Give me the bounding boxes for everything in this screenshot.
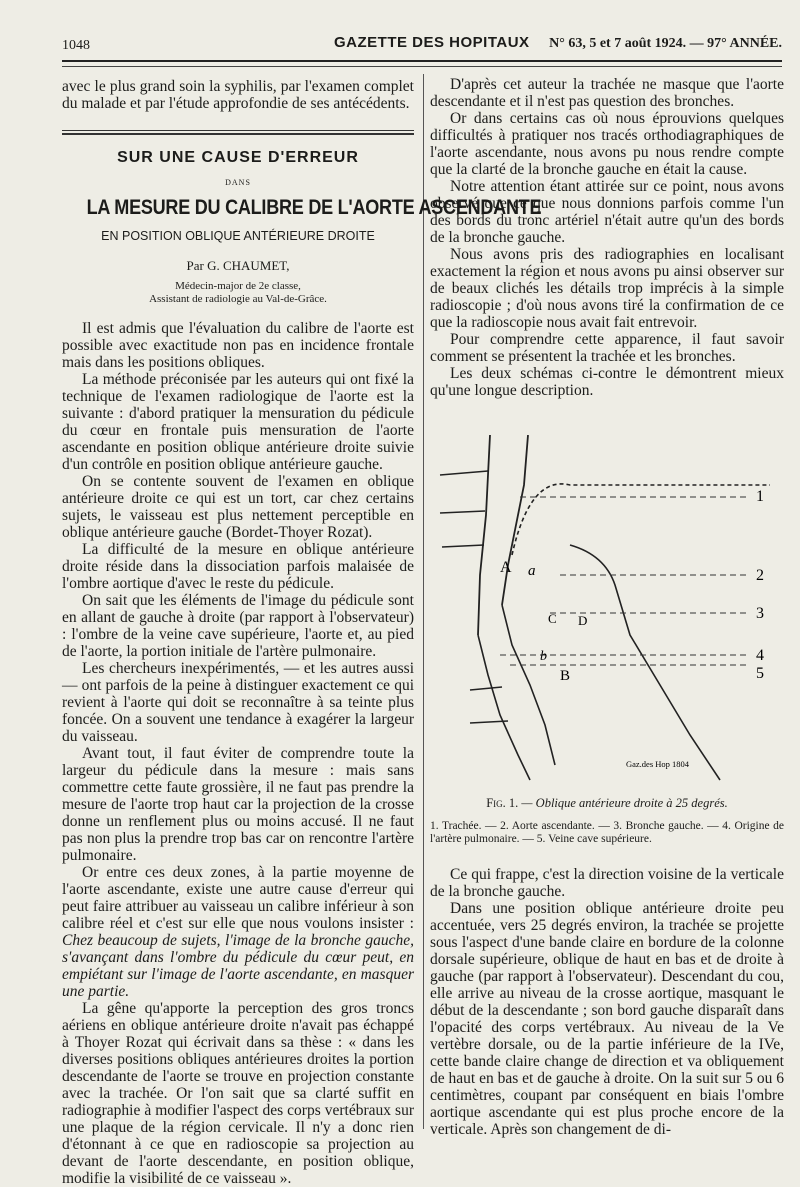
- article-rule: [62, 130, 414, 131]
- label-D: D: [578, 613, 588, 628]
- affiliation-line-2: Assistant de radiologie au Val-de-Grâce.: [149, 293, 327, 305]
- article-rule-thick: [62, 133, 414, 135]
- number-4: 4: [756, 647, 764, 664]
- figure-caption: [430, 795, 784, 812]
- number-3: 3: [756, 605, 764, 622]
- bronchus-inner-edge: [478, 635, 530, 780]
- figure-1: [430, 435, 784, 785]
- paragraph: La méthode préconisée par les auteurs qui ont fixé la technique de l'examen radiologique de l'aorte est la suivante : d'abord pratiquer la mensuration du pédicule du cœur en frontale puis mensuration de l'aorte ascendante en position oblique antérieure droite suivie d'un contrôle en position oblique antérieure gauche.: [62, 371, 414, 473]
- page-header: [62, 34, 782, 58]
- paragraph: Avant tout, il faut éviter de comprendre toute la largeur du pédicule dans la mesure : mais sans commettre cette faute grossière, il ne faut pas prendre la mesure de l'aorte trop haut car la projection de la crosse donne un renflement plus ou moins accusé. Il ne faut pas non plus la prendre trop bas car on rencontre l'artère pulmonaire.: [62, 745, 414, 864]
- paragraph: Dans une position oblique antérieure droite peu accentuée, vers 25 degrés environ, la trachée se projette sous l'aspect d'une bande claire en bordure de la colonne dorsale supérieure, oblique de haut en bas et de droite à gauche (par rapport à l'observateur). Descendant du cou, elle arrive au niveau de la crosse aortique, masquant le début de la descendante ; son bord gauche disparaît dans l'opacité des corps vertébraux. Au niveau de la Ve vertèbre dorsale, ou de la partie inférieure de la IVe, cette bande claire change de direction et va obliquement de haut en bas et de gauche à droite. On la suit sur 5 ou 6 centimètres, coupant par conséquent en biais l'ombre aortique ascendante qui est plus proche encore de la verticale. Après son changement de di-: [430, 900, 784, 1138]
- affiliation-line-1: Médecin-major de 2e classe,: [175, 280, 301, 292]
- figure-number: Fig. 1.: [486, 796, 519, 810]
- paragraph: [62, 864, 414, 1000]
- column-divider: [423, 74, 424, 1129]
- label-A: A: [500, 559, 512, 576]
- label-B: B: [560, 668, 571, 684]
- rib-line: [470, 721, 508, 723]
- article-affiliation: [62, 280, 414, 306]
- paragraph: Ce qui frappe, c'est la direction voisine de la verticale de la bronche gauche.: [430, 866, 784, 900]
- rib-line: [470, 687, 502, 690]
- engraver-signature: Gaz.des Hop 1804: [626, 759, 690, 769]
- trachea-right-edge: [502, 435, 528, 605]
- paragraph: La gêne qu'apporte la perception des gros troncs aériens en oblique antérieure droite n'avait pas échappé à Thoyer Rozat qui écrivait dans sa thèse : « dans les diverses positions obliques antérieures droites la portion descendante de l'aorte se trouve en projection constante avec la trachée. Or l'on sait que sa clarté suffit en radiographie à modifier l'aspect des corps vertébraux sur une plaque de la région cervicale. Il n'y a donc rien d'étonnant à ce que en radioscopie sa projection au devant de l'aorte descendante, en position oblique, modifie la visibilité de ce vaisseau ».: [62, 1000, 414, 1187]
- paragraph: Les chercheurs inexpérimentés, — et les autres aussi — ont parfois de la peine à distinguer exactement ce qui revient à l'aorte qui doit se reconnaître à sa teinte plus foncée. On a souvent une tendance à exagérer la largeur du vaisseau.: [62, 660, 414, 745]
- figure-caption-text: — Oblique antérieure droite à 25 degrés.: [521, 796, 728, 810]
- aorta-arch: [512, 484, 770, 555]
- article-subtitle: EN POSITION OBLIQUE ANTÉRIEURE DROITE: [101, 229, 375, 243]
- paragraph-text: Or entre ces deux zones, à la partie moyenne de l'aorte ascendante, existe une autre cause d'erreur qui peut faire attribuer au vaisseau un calibre inférieur à son calibre réel et c'est sur elle que nous voulons insister :: [62, 864, 414, 932]
- number-2: 2: [756, 567, 764, 584]
- figure-diagram: [430, 435, 784, 785]
- issue-info: N° 63, 5 et 7 août 1924. — 97° ANNÉE.: [549, 36, 782, 51]
- page-number: 1048: [62, 38, 90, 53]
- number-5: 5: [756, 665, 764, 682]
- paragraph: La difficulté de la mesure en oblique antérieure droite réside dans la dissociation parfois malaisée de l'ombre aortique d'avec le reste du pédicule.: [62, 541, 414, 592]
- paragraph: D'après cet auteur la trachée ne masque que l'aorte descendante et il n'est pas question des bronches.: [430, 76, 784, 110]
- paragraph-italic: Chez beaucoup de sujets, l'image de la bronche gauche, s'avançant dans l'ombre du pédicule du cœur peut, en empiétant sur l'image de l'aorte ascendante, en masquer une partie.: [62, 932, 414, 1000]
- paragraph: On se contente souvent de l'examen en oblique antérieure droite ce qui est un tort, car chez certains sujets, le vaisseau est plus nettement perceptible en oblique antérieure gauche (Bordet-Thoyer Rozat).: [62, 473, 414, 541]
- article-title: SUR UNE CAUSE D'ERREUR: [117, 149, 359, 166]
- bronchus-edge: [502, 605, 555, 765]
- journal-title: GAZETTE DES HOPITAUX: [334, 34, 530, 51]
- rib-line: [442, 545, 484, 547]
- intro-paragraph: avec le plus grand soin la syphilis, par l'examen complet du malade et par l'étude approfondie de ses antécédents.: [62, 78, 414, 112]
- paragraph: Il est admis que l'évaluation du calibre de l'aorte est possible avec exactitude non pas en incidence frontale mais dans les positions obliques.: [62, 320, 414, 371]
- paragraph: Notre attention étant attirée sur ce point, nous avons observé que ce que nous donnions parfois comme l'un des bords du tronc artériel n'était autre qu'un des bords de la bronche gauche.: [430, 178, 784, 246]
- article-title-dans: DANS: [225, 178, 251, 187]
- label-C: C: [548, 611, 557, 626]
- header-rule-thin: [62, 66, 782, 67]
- header-rule: [62, 60, 782, 62]
- rib-line: [440, 471, 488, 475]
- trachea-left-edge: [478, 435, 490, 635]
- label-a: a: [528, 563, 536, 579]
- right-column: [430, 76, 784, 1138]
- paragraph: Or dans certains cas où nous éprouvions quelques difficultés à pratiquer nos tracés orthodiagraphiques de l'aorte ascendante, nous avons pu nous rendre compte que la clarté de la bronche gauche en était la cause.: [430, 110, 784, 178]
- paragraph: Nous avons pris des radiographies en localisant exactement la région et nous avons pu ainsi observer sur de beaux clichés les détails trop imprécis à la simple radioscopie ; d'où nous avons tiré la confirmation de ce que la radioscopie nous avait fait entrevoir.: [430, 246, 784, 331]
- paragraph: Les deux schémas ci-contre le démontrent mieux qu'une longue description.: [430, 365, 784, 399]
- number-1: 1: [756, 488, 764, 505]
- label-b: b: [540, 649, 547, 664]
- article-author: Par G. CHAUMET,: [186, 258, 290, 273]
- rib-line: [440, 511, 485, 513]
- paragraph: Pour comprendre cette apparence, il faut savoir comment se présentent la trachée et les bronches.: [430, 331, 784, 365]
- paragraph: On sait que les éléments de l'image du pédicule sont en allant de gauche à droite (par rapport à l'observateur) : l'ombre de la veine cave supérieure, l'aorte et, au pied de l'aorte, la portion initiale de l'artère pulmonaire.: [62, 592, 414, 660]
- figure-legend: 1. Trachée. — 2. Aorte ascendante. — 3. Bronche gauche. — 4. Origine de l'artère pulmonaire. — 5. Veine cave supérieure.: [430, 820, 784, 845]
- article-main-title: LA MESURE DU CALIBRE DE L'AORTE ASCENDANTE: [86, 196, 542, 219]
- aorta-right-edge: [570, 545, 720, 780]
